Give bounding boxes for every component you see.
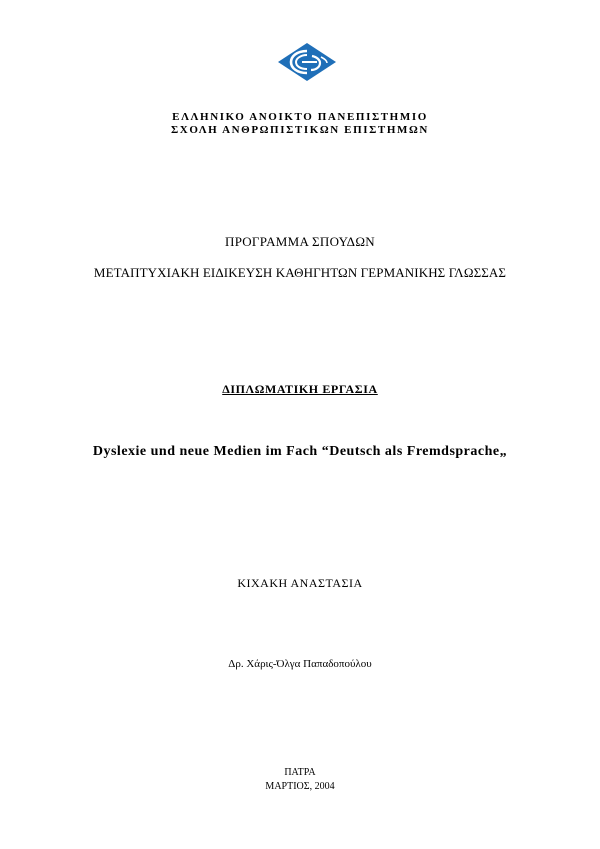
thesis-label: ΔΙΠΛΩΜΑΤΙΚΗ ΕΡΓΑΣΙΑ [222, 382, 378, 396]
supervisor-name: Δρ. Χάρις-Όλγα Παπαδοπούλου [228, 658, 372, 670]
date: ΜΑΡΤΙΟΣ, 2004 [265, 781, 335, 792]
program-title: ΠΡΟΓΡΑΜΜΑ ΣΠΟΥΔΩΝ [225, 234, 375, 249]
specialization-title: ΜΕΤΑΠΤΥΧΙΑΚΗ ΕΙΔΙΚΕΥΣΗ ΚΑΘΗΓΗΤΩΝ ΓΕΡΜΑΝΙΚΗΣ ΓΛΩΣΣΑΣ [93, 265, 507, 280]
city: ΠΑΤΡΑ [284, 767, 316, 778]
university-name: ΕΛΛΗΝΙΚΟ ΑΝΟΙΚΤΟ ΠΑΝΕΠΙΣΤΗΜΙΟ [172, 111, 428, 123]
author-name: ΚΙΧΑΚΗ ΑΝΑΣΤΑΣΙΑ [237, 576, 363, 590]
university-logo-icon [277, 42, 337, 82]
school-name: ΣΧΟΛΗ ΑΝΘΡΩΠΙΣΤΙΚΩΝ ΕΠΙΣΤΗΜΩΝ [171, 124, 429, 136]
thesis-title: Dyslexie und neue Medien im Fach “Deutsch als Fremdsprache„ [92, 444, 508, 459]
